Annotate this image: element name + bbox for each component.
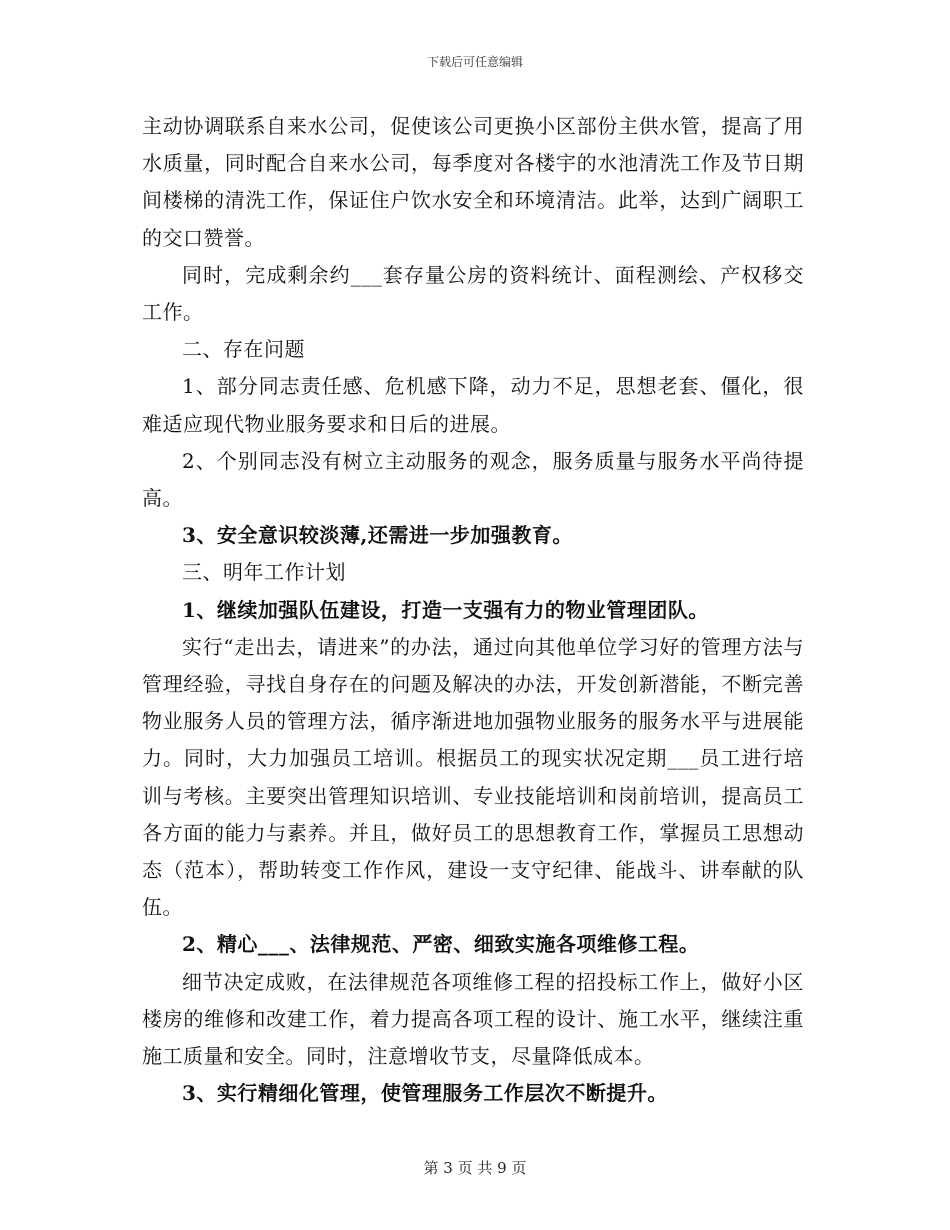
paragraph-public-housing: 同时，完成剩余约___套存量公房的资料统计、面程测绘、产权移交工作。 [142,262,804,325]
plan-paragraph-1: 实行“走出去，请进来”的办法，通过向其他单位学习好的管理方法与管理经验，寻找自身存在的问题及解决的办法，开发创新潜能，不断完善物业服务人员的管理方法，循序渐进地加强物业服务的服务水平与进展能力。同时，大力加强员工培训。根据员工的现实状况定期___员工进行培训与考核。主要突出管理知识培训、专业技能培训和岗前培训，提高员工各方面的能力与素养。并且，做好员工的思想教育工作，掌握员工思想动态（范本），帮助转变工作作风，建设一支守纪律、能战斗、讲奉献的队伍。 [142,634,804,920]
page-footer: 第 3 页 共 9 页 [423,1159,527,1177]
problem-item-3: 3、安全意识较淡薄,还需进一步加强教育。 [182,523,573,548]
section-heading-plan: 三、明年工作计划 [182,560,346,585]
plan-heading-2: 2、精心___、法律规范、严密、细致实施各项维修工程。 [182,932,700,957]
problem-item-2: 2、个别同志没有树立主动服务的观念，服务质量与服务水平尚待提高。 [142,448,804,511]
problem-item-1: 1、部分同志责任感、危机感下降，动力不足，思想老套、僵化，很难适应现代物业服务要求和日后的进展。 [142,374,804,436]
page-header: 下载后可任意编辑 [426,55,523,69]
plan-heading-1: 1、继续加强队伍建设，打造一支强有力的物业管理团队。 [182,597,709,622]
document-body [142,108,804,1112]
plan-heading-3: 3、实行精细化管理，使管理服务工作层次不断提升。 [182,1081,668,1106]
paragraph-water-supply: 主动协调联系自来水公司，促使该公司更换小区部份主供水管，提高了用水质量，同时配合自来水公司，每季度对各楼宇的水池清洗工作及节日期间楼梯的清洗工作，保证住户饮水安全和环境清洁。此举，达到广阔职工的交口赞誉。 [142,114,804,250]
plan-paragraph-2: 细节决定成败，在法律规范各项维修工程的招投标工作上，做好小区楼房的维修和改建工作，着力提高各项工程的设计、施工水平，继续注重施工质量和安全。同时，注意增收节支，尽量降低成本。 [142,969,804,1069]
section-heading-problems: 二、存在问题 [182,337,305,362]
